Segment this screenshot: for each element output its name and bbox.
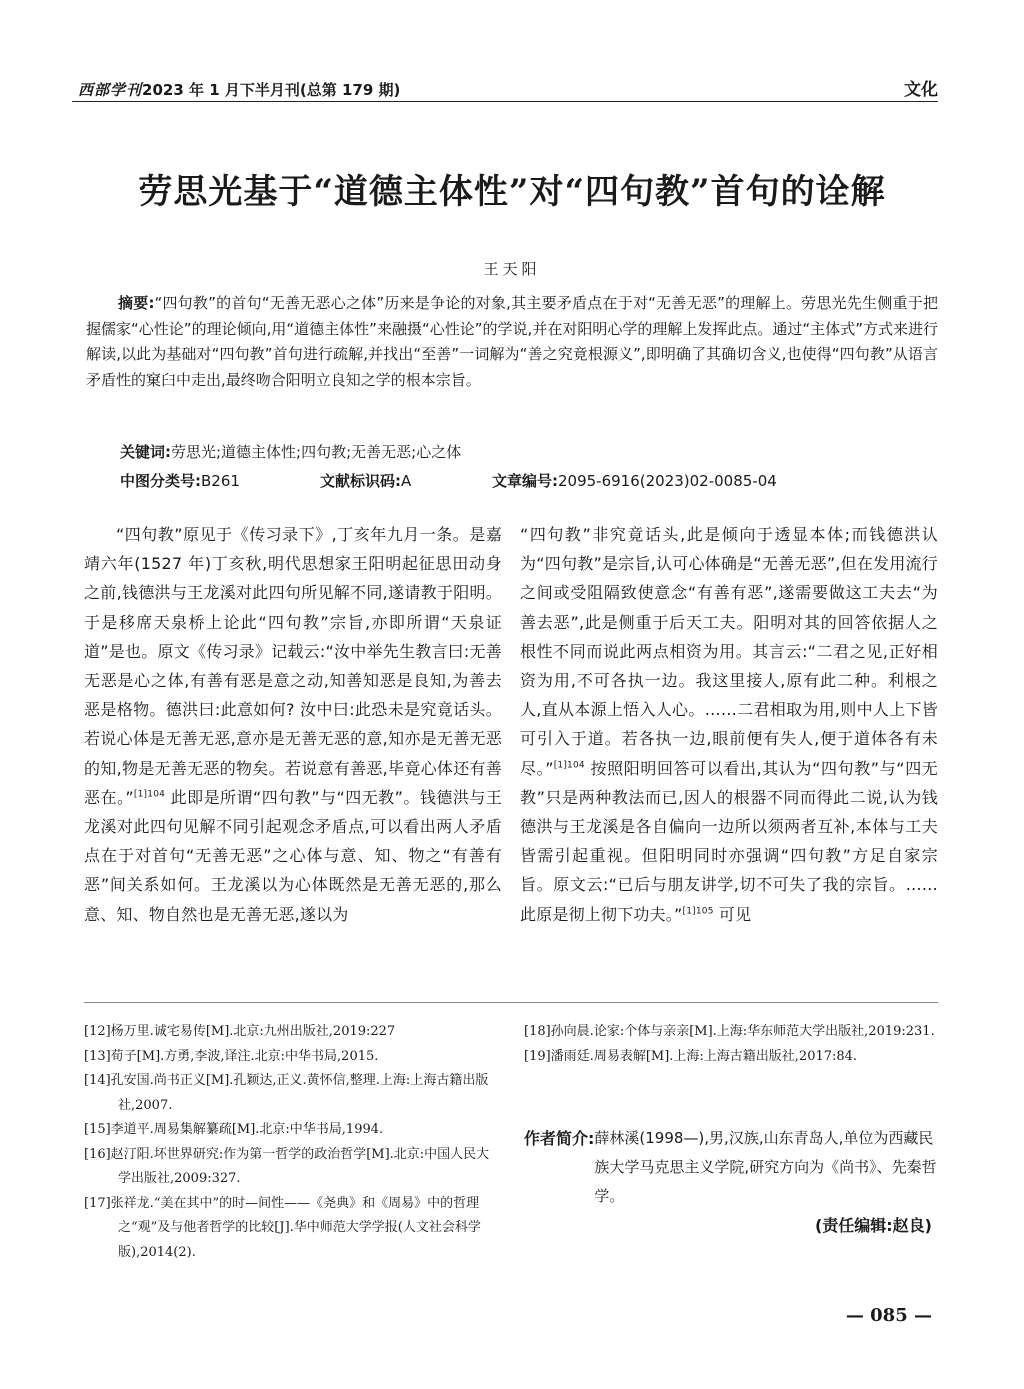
reference-item: [18]孙向晨.论家:个体与亲亲[M].上海:华东师范大学出版社,2019:231. <box>524 1024 935 1039</box>
doc-code-value: A <box>401 472 412 490</box>
responsible-editor: (责任编辑:赵良) <box>814 1216 932 1235</box>
section-name: 文化 <box>904 80 938 100</box>
body-text: 按照阳明回答可以看出,其认为“四句教”与“四无教”只是两种教法而已,因人的根器不同而得此二说,认为钱德洪与王龙溪是各自偏向一边所以须两者互补,本体与工夫皆需引起重视。但阳明同时亦强调“四句教”方足自家宗旨。原文云:“已后与朋友讲学,切不可失了我的宗旨。……此原是彻上彻下功夫。” <box>520 758 938 924</box>
reference-item: [16]赵汀阳.坏世界研究:作为第一哲学的政治哲学[M].北京:中国人民大学出版社,2009:327. <box>84 1146 490 1186</box>
bio-label: 作者简介: <box>524 1129 595 1148</box>
keywords-text: 劳思光;道德主体性;四句教;无善无恶;心之体 <box>171 443 462 461</box>
journal-info <box>78 79 400 100</box>
keywords <box>120 441 938 462</box>
running-header <box>78 72 938 100</box>
abstract-label: 摘要: <box>118 294 155 312</box>
references-right <box>524 1020 938 1069</box>
reference-item: [19]潘雨廷.周易表解[M].上海:上海古籍出版社,2017:84. <box>524 1048 858 1064</box>
doc-code-label: 文献标识码: <box>320 472 401 490</box>
citation: [1]105 <box>682 906 714 917</box>
abstract-text: “四句教”的首句“无善无恶心之体”历来是争论的对象,其主要矛盾点在于对“无善无恶”的理解上。劳思光先生侧重于把握儒家“心性论”的理论倾向,用“道德主体性”来融摄“心性论”的学说,并在对阳明心学的理解上发挥此点。通过“主体式”方式来进行解读,以此为基础对“四句教”首句进行疏解,并找出“至善”一词解为“善之究竟根源义”,即明确了其确切含义,也使得“四句教”从语言矛盾性的窠臼中走出,最终吻合阳明立良知之学的根本宗旨。 <box>86 294 938 389</box>
page-number: — 085 — <box>845 1305 932 1326</box>
classification-line <box>120 470 938 491</box>
article-title: 劳思光基于“道德主体性”对“四句教”首句的诠解 <box>138 172 886 212</box>
references-left <box>84 1020 502 1265</box>
reference-item: [12]杨万里.诚宅易传[M].北京:九州出版社,2019:227 <box>84 1024 396 1039</box>
footnote-rule <box>84 1002 938 1003</box>
header-rule <box>72 101 938 102</box>
author-bio <box>524 1124 938 1211</box>
reference-item: [15]李道平.周易集解纂疏[M].北京:中华书局,1994. <box>84 1122 384 1137</box>
body-text: “四句教”非究竟话头,此是倾向于透显本体;而钱德洪认为“四句教”是宗旨,认可心体确是“无善无恶”,但在发用流行之间或受阻隔致使意念“有善有恶”,遂需要做这工夫去“为善去恶”,此是侧重于后天工夫。阳明对其的回答依据人之根性不同而说此两点相资为用。其言云:“二君之见,正好相资为用,不可各执一边。我这里接人,原有此二种。利根之人,直从本源上悟入人心。……二君相取为用,则中人上下皆可引入于道。若各执一边,眼前便有失人,便于道体各有未尽。” <box>520 525 938 778</box>
reference-item: [17]张祥龙.“美在其中”的时—间性——《尧典》和《周易》中的哲理之“观”及与他者哲学的比较[J].华中师范大学学报(人文社会科学版),2014(2). <box>84 1195 481 1260</box>
reference-item: [14]孔安国.尚书正义[M].孔颖达,正义.黄怀信,整理.上海:上海古籍出版社,2007. <box>84 1073 489 1113</box>
author-name: 王天阳 <box>483 260 541 278</box>
body-text: “四句教”原见于《传习录下》,丁亥年九月一条。是嘉靖六年(1527 年)丁亥秋,明代思想家王阳明起征思田动身之前,钱德洪与王龙溪对此四句所见解不同,遂请教于阳明。于是移席天泉桥上论此“四句教”宗旨,亦即所谓“天泉证道”是也。原文《传习录》记载云:“汝中举先生教言曰:无善无恶是心之体,有善有恶是意之动,知善知恶是良知,为善去恶是格物。德洪曰:此意如何? 汝中曰:此恐未是究竟话头。若说心体是无善无恶,意亦是无善无恶的意,知亦是无善无恶的知,物是无善无恶的物矣。若说意有善恶,毕竟心体还有善恶在。” <box>84 525 502 807</box>
abstract <box>86 291 938 393</box>
bio-text: 薛林溪(1998—),男,汉族,山东青岛人,单位为西藏民族大学马克思主义学院,研究方向为《尚书》、先秦哲学。 <box>594 1129 937 1205</box>
journal-masthead: 西部学刊 <box>78 81 143 99</box>
reference-item: [13]荀子[M].方勇,李波,译注.北京:中华书局,2015. <box>84 1048 379 1064</box>
journal-issue: 2023 年 1 月下半月刊(总第 179 期) <box>142 81 401 99</box>
clc-value: B261 <box>201 472 240 490</box>
clc-label: 中图分类号: <box>120 472 201 490</box>
article-no-value: 2095-6916(2023)02-0085-04 <box>558 472 777 490</box>
keywords-label: 关键词: <box>120 443 171 461</box>
body-text: 此即是所谓“四句教”与“四无教”。钱德洪与王龙溪对此四句见解不同引起观念矛盾点,可以看出两人矛盾点在于对首句“无善无恶”之心体与意、知、物之“有善有恶”间关系如何。王龙溪以为心体既然是无善无恶的,那么意、知、物自然也是无善无恶,遂以为 <box>84 787 502 924</box>
citation: [1]104 <box>133 789 166 800</box>
body-text: 可见 <box>713 904 752 924</box>
body-column-right <box>520 520 938 929</box>
citation: [1]104 <box>553 760 585 771</box>
body-column-left <box>84 520 502 929</box>
article-no-label: 文章编号: <box>492 472 558 490</box>
